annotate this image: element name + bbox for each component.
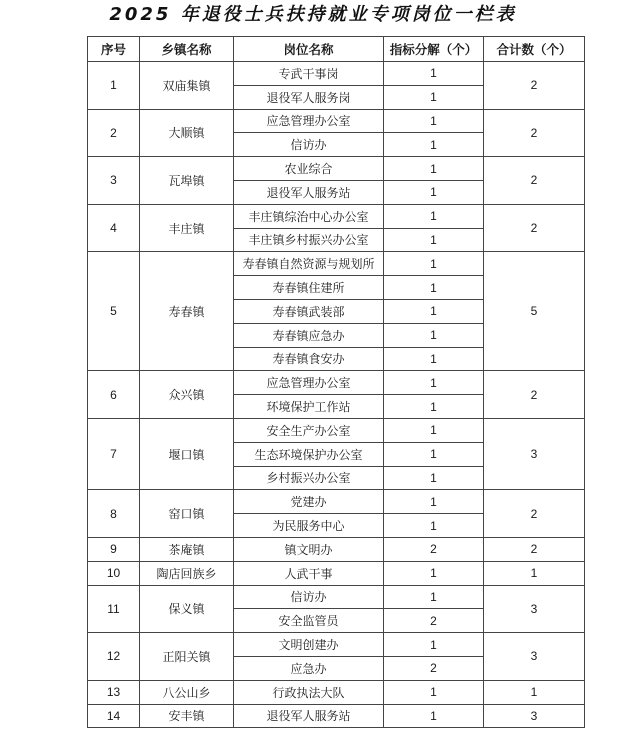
position-cell: 乡村振兴办公室: [234, 466, 384, 490]
header-position: 岗位名称: [234, 37, 384, 62]
quota-cell: 1: [384, 561, 484, 585]
quota-cell: 1: [384, 299, 484, 323]
town-cell: 陶店回族乡: [140, 561, 234, 585]
town-cell: 丰庄镇: [140, 204, 234, 252]
table-row: [88, 204, 585, 228]
seq-cell: 1: [88, 62, 140, 110]
seq-cell: 8: [88, 490, 140, 538]
position-cell: 信访办: [234, 133, 384, 157]
table-row: [88, 537, 585, 561]
quota-cell: 1: [384, 371, 484, 395]
total-cell: 2: [484, 490, 585, 538]
town-cell: 双庙集镇: [140, 62, 234, 110]
position-cell: 环境保护工作站: [234, 395, 384, 419]
position-cell: 专武干事岗: [234, 62, 384, 86]
quota-cell: 1: [384, 466, 484, 490]
position-cell: 农业综合: [234, 157, 384, 181]
positions-table: [87, 36, 585, 728]
total-cell: 1: [484, 680, 585, 704]
header-total: 合计数（个）: [484, 37, 585, 62]
quota-cell: 1: [384, 85, 484, 109]
town-cell: 安丰镇: [140, 704, 234, 728]
position-cell: 寿春镇食安办: [234, 347, 384, 371]
quota-cell: 1: [384, 585, 484, 609]
table-row: [88, 418, 585, 442]
position-cell: 退役军人服务站: [234, 180, 384, 204]
total-cell: 3: [484, 418, 585, 489]
total-cell: 2: [484, 109, 585, 157]
quota-cell: 1: [384, 228, 484, 252]
quota-cell: 1: [384, 633, 484, 657]
position-cell: 行政执法大队: [234, 680, 384, 704]
table-body: [88, 62, 585, 728]
quota-cell: 1: [384, 514, 484, 538]
seq-cell: 6: [88, 371, 140, 419]
total-cell: 5: [484, 252, 585, 371]
town-cell: 八公山乡: [140, 680, 234, 704]
town-cell: 堰口镇: [140, 418, 234, 489]
position-cell: 应急管理办公室: [234, 371, 384, 395]
position-cell: 党建办: [234, 490, 384, 514]
position-cell: 寿春镇自然资源与规划所: [234, 252, 384, 276]
quota-cell: 1: [384, 133, 484, 157]
quota-cell: 2: [384, 609, 484, 633]
total-cell: 3: [484, 585, 585, 633]
town-cell: 茶庵镇: [140, 537, 234, 561]
position-cell: 寿春镇应急办: [234, 323, 384, 347]
header-seq: 序号: [88, 37, 140, 62]
seq-cell: 9: [88, 537, 140, 561]
town-cell: 众兴镇: [140, 371, 234, 419]
town-cell: 正阳关镇: [140, 633, 234, 681]
header-row: [88, 37, 585, 62]
table-row: [88, 633, 585, 657]
total-cell: 2: [484, 537, 585, 561]
position-cell: 应急办: [234, 656, 384, 680]
quota-cell: 1: [384, 704, 484, 728]
header-town: 乡镇名称: [140, 37, 234, 62]
quota-cell: 1: [384, 323, 484, 347]
seq-cell: 3: [88, 157, 140, 205]
table-row: [88, 585, 585, 609]
quota-cell: 1: [384, 157, 484, 181]
table-row: [88, 109, 585, 133]
seq-cell: 7: [88, 418, 140, 489]
position-cell: 文明创建办: [234, 633, 384, 657]
town-cell: 大顺镇: [140, 109, 234, 157]
position-cell: 人武干事: [234, 561, 384, 585]
quota-cell: 1: [384, 395, 484, 419]
position-cell: 镇文明办: [234, 537, 384, 561]
quota-cell: 1: [384, 204, 484, 228]
town-cell: 窑口镇: [140, 490, 234, 538]
quota-cell: 1: [384, 418, 484, 442]
position-cell: 寿春镇武装部: [234, 299, 384, 323]
table-row: [88, 252, 585, 276]
position-cell: 丰庄镇乡村振兴办公室: [234, 228, 384, 252]
table-row: [88, 157, 585, 181]
total-cell: 3: [484, 704, 585, 728]
seq-cell: 13: [88, 680, 140, 704]
quota-cell: 1: [384, 252, 484, 276]
header-quota: 指标分解（个）: [384, 37, 484, 62]
page-title: 2025 年退役士兵扶持就业专项岗位一栏表: [109, 4, 517, 25]
quota-cell: 1: [384, 180, 484, 204]
seq-cell: 14: [88, 704, 140, 728]
town-cell: 瓦埠镇: [140, 157, 234, 205]
position-cell: 信访办: [234, 585, 384, 609]
table-row: [88, 561, 585, 585]
quota-cell: 1: [384, 109, 484, 133]
town-cell: 保义镇: [140, 585, 234, 633]
total-cell: 2: [484, 62, 585, 110]
quota-cell: 1: [384, 680, 484, 704]
quota-cell: 1: [384, 442, 484, 466]
position-cell: 丰庄镇综治中心办公室: [234, 204, 384, 228]
seq-cell: 2: [88, 109, 140, 157]
seq-cell: 12: [88, 633, 140, 681]
quota-cell: 2: [384, 656, 484, 680]
seq-cell: 5: [88, 252, 140, 371]
seq-cell: 4: [88, 204, 140, 252]
table-row: [88, 490, 585, 514]
quota-cell: 1: [384, 347, 484, 371]
quota-cell: 1: [384, 62, 484, 86]
total-cell: 2: [484, 204, 585, 252]
table-row: [88, 680, 585, 704]
quota-cell: 1: [384, 490, 484, 514]
town-cell: 寿春镇: [140, 252, 234, 371]
position-cell: 生态环境保护办公室: [234, 442, 384, 466]
table-row: [88, 371, 585, 395]
total-cell: 2: [484, 157, 585, 205]
total-cell: 3: [484, 633, 585, 681]
seq-cell: 11: [88, 585, 140, 633]
seq-cell: 10: [88, 561, 140, 585]
position-cell: 安全生产办公室: [234, 418, 384, 442]
table-row: [88, 62, 585, 86]
position-cell: 退役军人服务站: [234, 704, 384, 728]
position-cell: 应急管理办公室: [234, 109, 384, 133]
total-cell: 2: [484, 371, 585, 419]
quota-cell: 2: [384, 537, 484, 561]
position-cell: 退役军人服务岗: [234, 85, 384, 109]
total-cell: 1: [484, 561, 585, 585]
table-row: [88, 704, 585, 728]
position-cell: 为民服务中心: [234, 514, 384, 538]
position-cell: 寿春镇住建所: [234, 276, 384, 300]
quota-cell: 1: [384, 276, 484, 300]
position-cell: 安全监管员: [234, 609, 384, 633]
